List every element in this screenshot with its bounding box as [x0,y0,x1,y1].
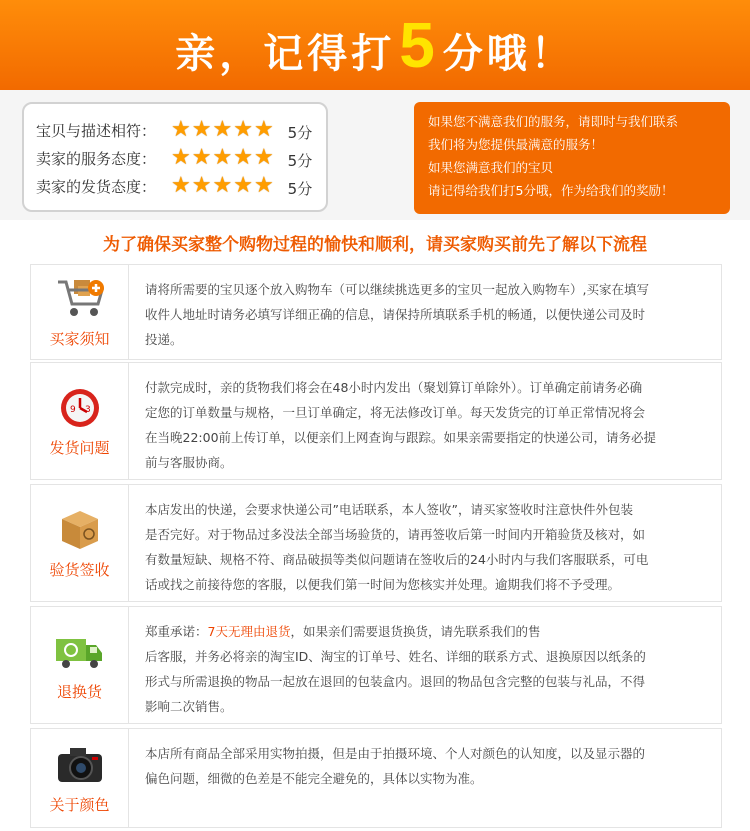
section-header [31,265,129,359]
section-line-rest: ，如果亲们需要退货换货，请先联系我们的售 [290,624,541,639]
rating-section [0,90,750,220]
svg-text:9: 9 [69,404,76,415]
section-line: 在当晚22:00前上传订单，以便亲们上网查询与跟踪。如果亲需要指定的快递公司，请务必提 [145,430,657,445]
section-line: 后客服，并务必将亲的淘宝ID、淘宝的订单号、姓名、详细的联系方式、退换原因以纸条的 [145,649,646,664]
delivery-truck-icon [54,629,106,675]
camera-icon [54,742,106,788]
return-policy-highlight: 7天无理由退货 [207,624,291,639]
rating-label: 卖家的服务态度： [36,149,157,168]
star-icon: ★ [212,145,233,170]
banner-prefix: 亲，记得打 [175,31,396,77]
star-icon: ★ [233,145,253,170]
section-line: 偏色问题，细微的色差是不能完全避免的，具体以实物为准。 [145,771,483,786]
section-line: 本店发出的快递，会要求快递公司”电话联系，本人签收”，请买家签收时注意快件外包装 [145,502,633,517]
section-line: 请将所需要的宝贝逐个放入购物车（可以继续挑选更多的宝贝一起放入购物车）,买家在填写 [145,282,649,297]
star-icon: ★ [191,117,212,142]
star-rating [171,175,274,197]
rating-box [22,102,328,212]
star-icon: ★ [253,173,274,198]
section-inspection [30,484,722,602]
section-header [31,485,129,601]
section-line: 有数量短缺、规格不符、商品破损等类似问题请在签收后的24小时内与我们客服联系，可电 [145,552,649,567]
rating-score: 5分 [287,151,313,170]
section-title: 退换货 [56,682,102,701]
promise-line: 如果您不满意我们的服务，请即时与我们联系 [428,114,679,129]
star-icon: ★ [191,173,212,198]
section-header [31,729,129,827]
section-title: 验货签收 [49,560,110,579]
banner-number: 5 [399,9,439,81]
section-line [145,619,711,644]
header-banner [0,0,750,90]
star-icon: ★ [171,117,191,142]
svg-text:3: 3 [84,404,91,415]
clock-icon [54,385,106,431]
rating-row [36,116,326,144]
star-icon: ★ [191,145,212,170]
rating-score: 5分 [287,123,313,142]
rating-row [36,144,326,172]
banner-title [175,8,575,82]
section-line: 前与客服协商。 [145,455,233,470]
rating-label: 卖家的发货态度： [36,177,157,196]
promise-line: 如果您满意我们的宝贝 [428,160,554,175]
section-header [31,607,129,723]
section-body [145,497,711,597]
rating-label: 宝贝与描述相符： [36,121,157,140]
section-header [31,363,129,479]
section-buyer-notice [30,264,722,360]
process-notice: 为了确保买家整个购物过程的愉快和顺利，请买家购买前先了解以下流程 [103,235,647,255]
section-line: 形式与所需退换的物品一起放在退回的包装盒内。退回的物品包含完整的包装与礼品，不得 [145,674,646,689]
promise-line: 我们将为您提供最满意的服务！ [428,137,604,152]
rating-row [36,172,326,200]
section-body [145,619,711,719]
section-returns [30,606,722,724]
star-icon: ★ [253,117,274,142]
star-icon: ★ [253,145,274,170]
star-icon: ★ [171,173,191,198]
star-icon: ★ [233,117,253,142]
section-line: 本店所有商品全部采用实物拍摄，但是由于拍摄环境、个人对颜色的认知度，以及显示器的 [145,746,646,761]
star-icon: ★ [212,117,233,142]
section-line: 话或找之前接待您的客服，以便我们第一时间为您核实并处理。逾期我们将不予受理。 [145,577,621,592]
section-line: 是否完好。对于物品过多没法全部当场验货的，请再签收后第一时间内开箱验货及核对，如 [145,527,646,542]
section-title: 关于颜色 [49,795,110,814]
star-icon: ★ [233,173,253,198]
banner-suffix: 分哦！ [442,31,575,77]
shopping-cart-icon [54,276,106,322]
promise-prefix: 郑重承诺： [145,624,208,639]
section-shipping [30,362,722,480]
promise-line: 请记得给我们打5分哦，作为给我们的奖励！ [428,183,674,198]
section-body [145,277,711,352]
star-rating [171,147,274,169]
section-line: 收件人地址时请务必填写详细正确的信息，请保持所填联系手机的畅通，以便快递公司及时 [145,307,646,322]
star-icon: ★ [212,173,233,198]
section-title: 买家须知 [49,329,110,348]
section-color [30,728,722,828]
section-line: 影响二次销售。 [145,699,233,714]
section-line: 投递。 [145,332,183,347]
service-promise-box [414,102,730,214]
package-box-icon [54,507,106,553]
star-rating [171,119,274,141]
section-body [145,375,711,475]
star-icon: ★ [171,145,191,170]
section-body [145,741,711,791]
section-line: 定您的订单数量与规格，一旦订单确定，将无法修改订单。每天发货完的订单正常情况将会 [145,405,646,420]
section-line: 付款完成时，亲的货物我们将会在48小时内发出（聚划算订单除外）。订单确定前请务必确 [145,380,643,395]
rating-score: 5分 [287,179,313,198]
section-title: 发货问题 [49,438,110,457]
